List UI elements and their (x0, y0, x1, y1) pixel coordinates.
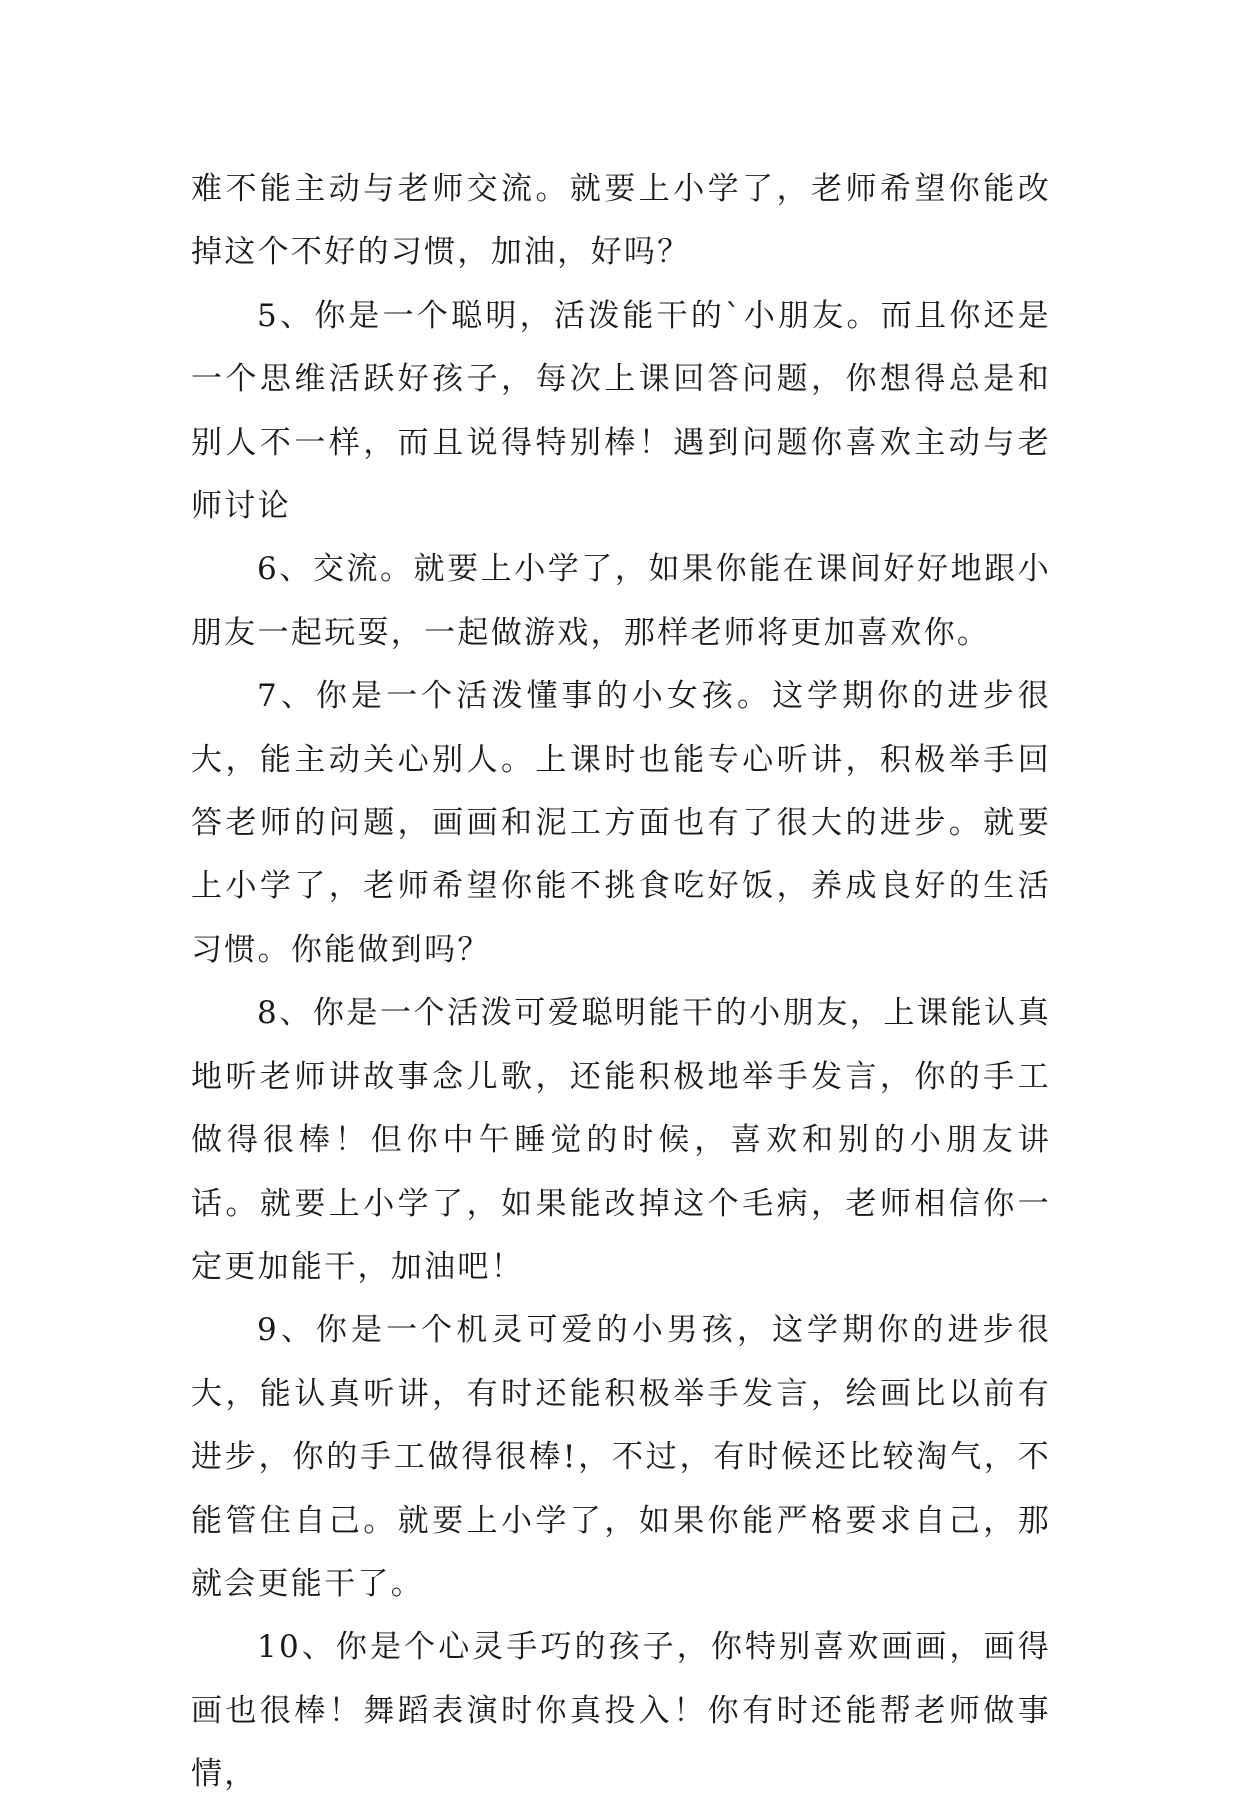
paragraph-continuation: 难不能主动与老师交流。就要上小学了，老师希望你能改掉这个不好的习惯，加油，好吗？ (191, 171, 1051, 271)
document-body (191, 158, 1051, 1807)
paragraph-item-7: 7、你是一个活泼懂事的小女孩。这学期你的进步很大，能主动关心别人。上课时也能专心听讲，积极举手回答老师的问题，画画和泥工方面也有了很大的进步。就要上小学了，老师希望你能不挑食吃好饭，养成良好的生活习惯。你能做到吗？ (191, 678, 1051, 968)
paragraph-item-6: 6、交流。就要上小学了，如果你能在课间好好地跟小朋友一起玩耍，一起做游戏，那样老师将更加喜欢你。 (191, 551, 1051, 651)
paragraph-item-8: 8、你是一个活泼可爱聪明能干的小朋友，上课能认真地听老师讲故事念儿歌，还能积极地举手发言，你的手工做得很棒！但你中午睡觉的时候，喜欢和别的小朋友讲话。就要上小学了，如果能改掉这个毛病，老师相信你一定更加能干，加油吧！ (191, 995, 1051, 1285)
paragraph-item-9: 9、你是一个机灵可爱的小男孩，这学期你的进步很大，能认真听讲，有时还能积极举手发言，绘画比以前有进步，你的手工做得很棒!，不过，有时候还比较淘气，不能管住自己。就要上小学了，如果你能严格要求自己，那就会更能干了。 (191, 1312, 1051, 1602)
paragraph-item-10: 10、你是个心灵手巧的孩子，你特别喜欢画画，画得画也很棒！舞蹈表演时你真投入！你有时还能帮老师做事情， (191, 1629, 1051, 1793)
paragraph-item-5: 5、你是一个聪明，活泼能干的`小朋友。而且你还是一个思维活跃好孩子，每次上课回答问题，你想得总是和别人不一样，而且说得特别棒！遇到问题你喜欢主动与老师讨论 (191, 297, 1051, 525)
